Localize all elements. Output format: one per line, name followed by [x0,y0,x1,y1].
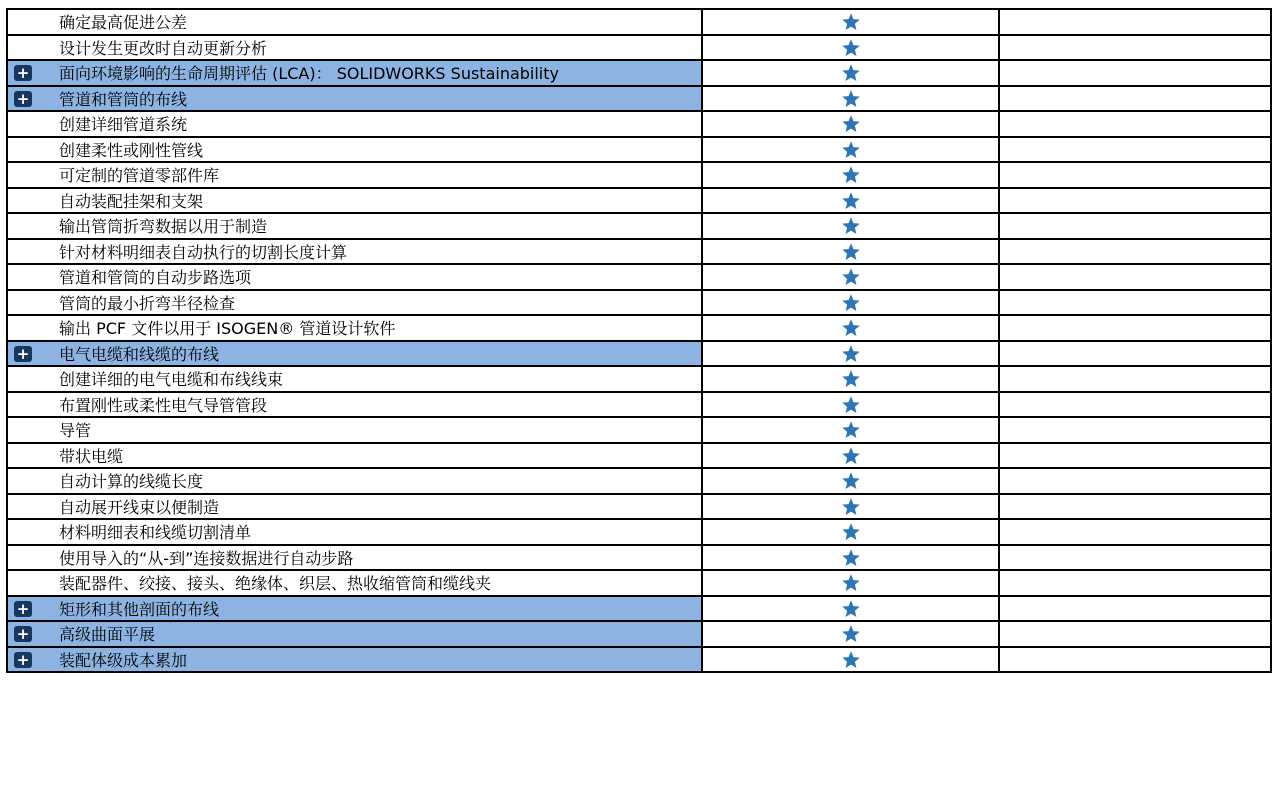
star-cell [702,86,999,112]
empty-cell [999,188,1271,214]
table-row [7,366,1271,392]
star-icon [841,63,861,83]
section-row [7,341,1271,367]
feature-label: 面向环境影响的生命周期评估 (LCA)： SOLIDWORKS Sustainability [59,64,559,84]
feature-label-cell [7,162,702,188]
empty-cell [999,315,1271,341]
star-cell [702,188,999,214]
empty-cell [999,35,1271,61]
table-row [7,417,1271,443]
expand-plus-icon[interactable]: + [14,601,32,617]
section-row [7,596,1271,622]
feature-label: 装配器件、绞接、接头、绝缘体、织层、热收缩管筒和缆线夹 [59,574,492,594]
feature-label: 管道和管筒的布线 [59,89,188,109]
star-icon [841,114,861,134]
star-cell [702,239,999,265]
empty-cell [999,341,1271,367]
table-row [7,9,1271,35]
star-icon [841,216,861,236]
star-icon [841,446,861,466]
feature-label: 管筒的最小折弯半径检查 [59,293,236,313]
feature-label-cell [7,9,702,35]
star-cell [702,137,999,163]
star-cell [702,468,999,494]
star-cell [702,596,999,622]
feature-label-cell [7,315,702,341]
feature-label: 材料明细表和线缆切割清单 [59,523,252,543]
feature-label: 创建详细的电气电缆和布线线束 [59,370,284,390]
star-icon [841,599,861,619]
feature-label-cell [7,366,702,392]
feature-label: 设计发生更改时自动更新分析 [59,38,268,58]
star-cell [702,162,999,188]
feature-label-cell [7,137,702,163]
star-cell [702,315,999,341]
table-row [7,290,1271,316]
feature-label-cell [7,519,702,545]
feature-label: 针对材料明细表自动执行的切割长度计算 [59,242,348,262]
feature-label-cell [7,341,702,367]
feature-label-cell [7,647,702,673]
empty-cell [999,264,1271,290]
star-icon [841,420,861,440]
star-cell [702,213,999,239]
empty-cell [999,9,1271,35]
star-cell [702,570,999,596]
empty-cell [999,111,1271,137]
star-icon [841,318,861,338]
feature-label-cell [7,111,702,137]
star-cell [702,392,999,418]
table-row [7,468,1271,494]
feature-label: 自动装配挂架和支架 [59,191,204,211]
feature-label-cell [7,443,702,469]
table-row [7,519,1271,545]
feature-label-cell [7,417,702,443]
feature-label-cell [7,264,702,290]
feature-label: 装配体级成本累加 [59,650,188,670]
star-icon [841,293,861,313]
feature-label: 可定制的管道零部件库 [59,166,220,186]
star-cell [702,647,999,673]
empty-cell [999,647,1271,673]
feature-label: 使用导入的“从-到”连接数据进行自动步路 [59,548,354,568]
star-cell [702,545,999,571]
feature-label-cell [7,60,702,86]
star-cell [702,60,999,86]
star-icon [841,267,861,287]
star-cell [702,443,999,469]
table-row [7,35,1271,61]
empty-cell [999,213,1271,239]
star-icon [841,242,861,262]
feature-label: 创建详细管道系统 [59,115,188,135]
empty-cell [999,366,1271,392]
empty-cell [999,596,1271,622]
star-cell [702,264,999,290]
expand-plus-icon[interactable]: + [14,91,32,107]
empty-cell [999,86,1271,112]
empty-cell [999,60,1271,86]
star-icon [841,344,861,364]
feature-label: 电气电缆和线缆的布线 [59,344,220,364]
table-row [7,392,1271,418]
table-row [7,315,1271,341]
feature-label-cell [7,239,702,265]
star-icon [841,369,861,389]
star-icon [841,140,861,160]
feature-label-cell [7,35,702,61]
empty-cell [999,570,1271,596]
star-icon [841,89,861,109]
empty-cell [999,468,1271,494]
star-cell [702,341,999,367]
feature-label: 创建柔性或刚性管线 [59,140,204,160]
star-icon [841,624,861,644]
star-cell [702,417,999,443]
expand-plus-icon[interactable]: + [14,652,32,668]
feature-label: 带状电缆 [59,446,124,466]
feature-table-body [7,9,1271,672]
table-row [7,213,1271,239]
expand-plus-icon[interactable]: + [14,346,32,362]
feature-label-cell [7,494,702,520]
section-row [7,647,1271,673]
feature-label: 自动展开线束以便制造 [59,497,220,517]
star-icon [841,650,861,670]
feature-label-cell [7,570,702,596]
feature-label: 导管 [59,421,92,441]
table-row [7,545,1271,571]
table-row [7,162,1271,188]
empty-cell [999,621,1271,647]
section-row [7,621,1271,647]
feature-label: 高级曲面平展 [59,625,156,645]
section-row [7,60,1271,86]
star-cell [702,290,999,316]
star-cell [702,35,999,61]
feature-label-cell [7,545,702,571]
table-row [7,443,1271,469]
star-icon [841,12,861,32]
expand-plus-icon[interactable]: + [14,65,32,81]
feature-label-cell [7,290,702,316]
star-icon [841,395,861,415]
table-row [7,239,1271,265]
star-icon [841,471,861,491]
empty-cell [999,392,1271,418]
empty-cell [999,137,1271,163]
expand-plus-icon[interactable]: + [14,626,32,642]
feature-label: 输出 PCF 文件以用于 ISOGEN® 管道设计软件 [59,319,396,339]
empty-cell [999,290,1271,316]
feature-label-cell [7,621,702,647]
table-row [7,137,1271,163]
empty-cell [999,519,1271,545]
star-icon [841,548,861,568]
feature-label-cell [7,596,702,622]
star-cell [702,366,999,392]
table-row [7,570,1271,596]
star-cell [702,519,999,545]
empty-cell [999,545,1271,571]
feature-label-cell [7,86,702,112]
star-cell [702,111,999,137]
feature-label-cell [7,213,702,239]
empty-cell [999,417,1271,443]
feature-label: 确定最高促进公差 [59,13,188,33]
table-row [7,111,1271,137]
star-icon [841,573,861,593]
feature-label-cell [7,188,702,214]
star-icon [841,522,861,542]
star-icon [841,497,861,517]
feature-label-cell [7,392,702,418]
feature-label-cell [7,468,702,494]
empty-cell [999,443,1271,469]
table-row [7,494,1271,520]
empty-cell [999,494,1271,520]
table-row [7,264,1271,290]
feature-label: 自动计算的线缆长度 [59,472,204,492]
star-icon [841,38,861,58]
section-row [7,86,1271,112]
star-cell [702,9,999,35]
feature-label: 布置刚性或柔性电气导管管段 [59,395,268,415]
table-row [7,188,1271,214]
feature-label: 管道和管筒的自动步路选项 [59,268,252,288]
feature-label: 矩形和其他剖面的布线 [59,599,220,619]
star-cell [702,494,999,520]
star-icon [841,191,861,211]
empty-cell [999,162,1271,188]
star-cell [702,621,999,647]
feature-label: 输出管筒折弯数据以用于制造 [59,217,268,237]
feature-table [6,8,1272,673]
empty-cell [999,239,1271,265]
star-icon [841,165,861,185]
